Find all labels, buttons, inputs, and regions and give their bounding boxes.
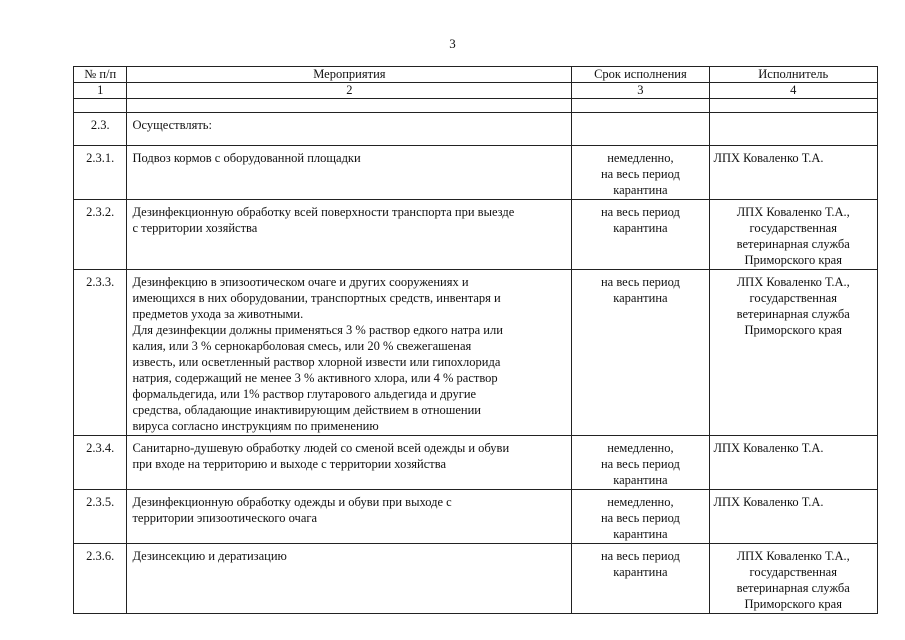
table-row	[74, 436, 878, 490]
table-row	[74, 113, 878, 146]
term-cell	[572, 200, 709, 270]
row-number: 2.3.1.	[74, 146, 127, 200]
executor-text: Приморского края	[744, 597, 842, 611]
activity-cell	[127, 490, 572, 544]
activity-text: Дезинсекцию и дератизацию	[132, 549, 287, 563]
term-text: немедленно,	[607, 441, 674, 455]
activity-cell	[127, 544, 572, 614]
activity-text: имеющихся в них оборудовании, транспортных средств, инвентаря и	[132, 291, 501, 305]
activity-text: Подвоз кормов с оборудованной площадки	[132, 151, 361, 165]
header-num: № п/п	[74, 67, 127, 83]
activity-text: Санитарно-душевую обработку людей со сменой всей одежды и обуви	[132, 441, 510, 455]
executor-text: Приморского края	[744, 253, 842, 267]
term-text: немедленно,	[607, 151, 674, 165]
term-text: карантина	[613, 565, 668, 579]
column-number: 4	[709, 83, 878, 99]
row-number: 2.3.4.	[74, 436, 127, 490]
activity-text: территории эпизоотического очага	[132, 511, 318, 525]
term-cell	[572, 544, 709, 614]
activity-text: предметов ухода за животными.	[132, 307, 304, 321]
table-row	[74, 544, 878, 614]
activity-cell	[127, 146, 572, 200]
executor-text: ветеринарная служба	[736, 237, 850, 251]
measures-table	[73, 66, 878, 614]
activity-text: Дезинфекционную обработку всей поверхности транспорта при выезде	[132, 205, 515, 219]
spacer-row	[74, 99, 878, 113]
executor-text: государственная	[749, 221, 837, 235]
row-number: 2.3.	[74, 113, 127, 146]
activity-text: Дезинфекцию в эпизоотическом очаге и других сооружениях и	[132, 275, 469, 289]
activity-text: Дезинфекционную обработку одежды и обуви при выходе с	[132, 495, 452, 509]
executor-text: ЛПХ Коваленко Т.А.,	[736, 549, 850, 563]
table-row	[74, 270, 878, 436]
term-cell	[572, 270, 709, 436]
executor-text: ветеринарная служба	[736, 307, 850, 321]
row-number: 2.3.2.	[74, 200, 127, 270]
activity-text: Для дезинфекции должны применяться 3 % раствор едкого натра или	[132, 323, 503, 337]
table-row	[74, 200, 878, 270]
term-text: на весь период	[600, 457, 680, 471]
term-text: на весь период	[600, 275, 680, 289]
executor-text: ЛПХ Коваленко Т.А.,	[736, 205, 850, 219]
header-executor: Исполнитель	[709, 67, 878, 83]
activity-cell	[127, 436, 572, 490]
term-text: на весь период	[600, 205, 680, 219]
executor-cell	[709, 544, 878, 614]
executor-cell	[709, 113, 878, 146]
row-number: 2.3.5.	[74, 490, 127, 544]
activity-cell	[127, 270, 572, 436]
activity-text: средства, обладающие инактивирующим действием в отношении	[132, 403, 482, 417]
term-cell	[572, 146, 709, 200]
table-header-row	[74, 67, 878, 83]
executor-cell	[709, 146, 878, 200]
column-number: 2	[127, 83, 572, 99]
activity-text: калия, или 3 % сернокарболовая смесь, или 20 % свежегашеная	[132, 339, 472, 353]
table-row	[74, 146, 878, 200]
term-text: карантина	[613, 183, 668, 197]
activity-text: вируса согласно инструкциям по применению	[132, 419, 379, 433]
term-text: карантина	[613, 221, 668, 235]
executor-text: ЛПХ Коваленко Т.А.	[713, 495, 824, 509]
executor-cell	[709, 436, 878, 490]
activity-cell	[127, 200, 572, 270]
activity-text: Осуществлять:	[132, 118, 212, 132]
row-number: 2.3.6.	[74, 544, 127, 614]
executor-cell	[709, 490, 878, 544]
executor-text: ветеринарная служба	[736, 581, 850, 595]
column-number: 1	[74, 83, 127, 99]
executor-text: ЛПХ Коваленко Т.А.	[713, 151, 824, 165]
activity-cell	[127, 113, 572, 146]
header-term: Срок исполнения	[572, 67, 709, 83]
term-cell	[572, 113, 709, 146]
executor-cell	[709, 200, 878, 270]
executor-text: Приморского края	[744, 323, 842, 337]
term-text: немедленно,	[607, 495, 674, 509]
term-text: на весь период	[600, 167, 680, 181]
column-number: 3	[572, 83, 709, 99]
executor-text: ЛПХ Коваленко Т.А.,	[736, 275, 850, 289]
term-text: карантина	[613, 527, 668, 541]
activity-text: формальдегида, или 1% раствор глутарового альдегида и другие	[132, 387, 477, 401]
activity-text: натрия, содержащий не менее 3 % активного хлора, или 4 % раствор	[132, 371, 498, 385]
executor-text: ЛПХ Коваленко Т.А.	[713, 441, 824, 455]
executor-text: государственная	[749, 291, 837, 305]
term-text: карантина	[613, 291, 668, 305]
term-cell	[572, 490, 709, 544]
term-text: на весь период	[600, 549, 680, 563]
header-activities: Мероприятия	[127, 67, 572, 83]
term-cell	[572, 436, 709, 490]
page-number: 3	[449, 36, 456, 51]
term-text: карантина	[613, 473, 668, 487]
executor-text: государственная	[749, 565, 837, 579]
term-text: на весь период	[600, 511, 680, 525]
column-numbers-row	[74, 83, 878, 99]
row-number: 2.3.3.	[74, 270, 127, 436]
activity-text: с территории хозяйства	[132, 221, 258, 235]
executor-cell	[709, 270, 878, 436]
table-row	[74, 490, 878, 544]
activity-text: при входе на территорию и выходе с территории хозяйства	[132, 457, 447, 471]
activity-text: известь, или осветленный раствор хлорной извести или гипохлорида	[132, 355, 501, 369]
